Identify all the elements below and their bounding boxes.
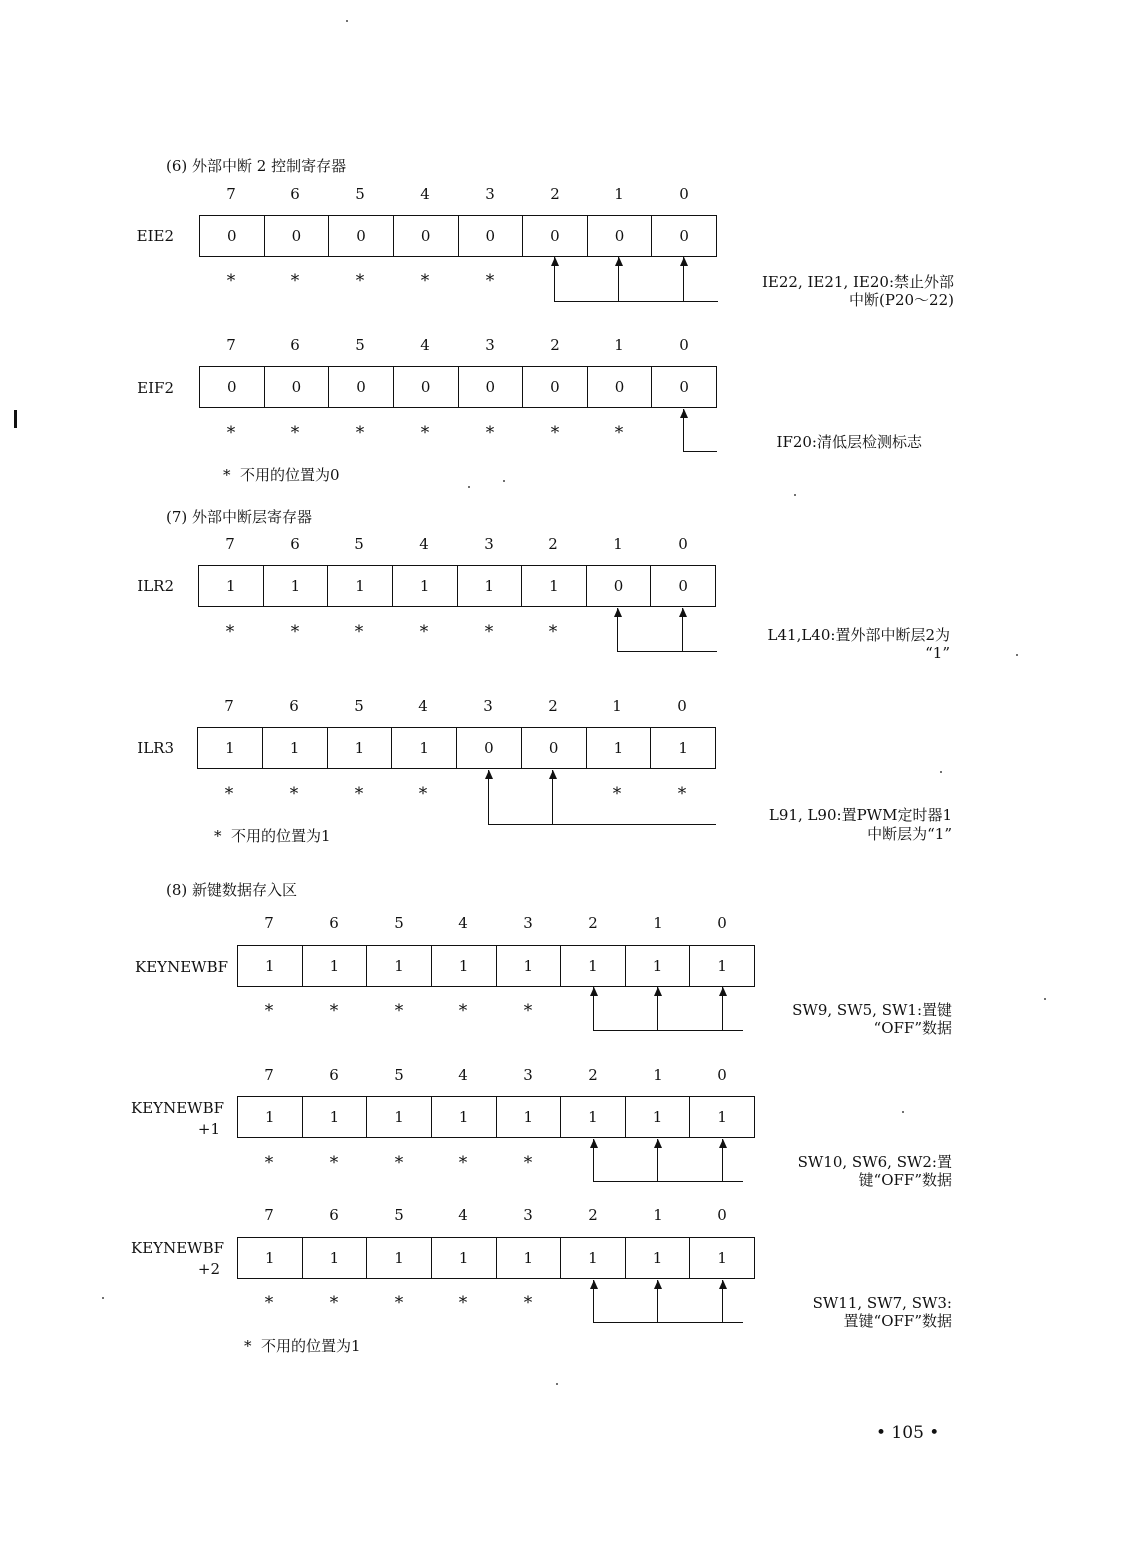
bit-number: 0 xyxy=(717,914,727,932)
bit-cell: 1 xyxy=(717,1108,727,1126)
section-7-heading: (7) 外部中断层寄存器 xyxy=(166,508,313,526)
bit-cell: 1 xyxy=(678,739,688,757)
unused-bit-star: * xyxy=(354,784,364,804)
bit-number: 4 xyxy=(418,697,428,715)
unused-bit-star: * xyxy=(420,423,430,443)
bit-number: 7 xyxy=(264,1066,274,1084)
bit-number: 2 xyxy=(588,914,598,932)
bit-number: 0 xyxy=(717,1066,727,1084)
bit-number: 6 xyxy=(329,914,339,932)
bit-cell: 0 xyxy=(679,227,689,245)
bit-cell: 1 xyxy=(432,1097,497,1137)
bit-number: 6 xyxy=(329,1066,339,1084)
bit-cell: 0 xyxy=(329,367,394,407)
bit-number: 4 xyxy=(420,185,430,203)
section-8-heading: (8) 新键数据存入区 xyxy=(166,881,298,899)
register-bit-cells xyxy=(237,1237,755,1279)
bit-number: 1 xyxy=(614,336,624,354)
pointer-line xyxy=(593,987,594,1031)
bit-number: 2 xyxy=(550,336,560,354)
bit-number: 7 xyxy=(226,185,236,203)
register-description: IE22, IE21, IE20:禁止外部 xyxy=(761,273,954,291)
unused-bit-star: * xyxy=(290,423,300,443)
register-label: ILR2 xyxy=(137,577,174,595)
bit-number: 2 xyxy=(588,1206,598,1224)
register-description: L91, L90:置PWM定时器1 xyxy=(768,806,952,824)
unused-bit-star: * xyxy=(289,784,299,804)
bit-cell: 0 xyxy=(394,367,459,407)
bit-cell: 0 xyxy=(678,577,688,595)
bit-number: 1 xyxy=(653,1206,663,1224)
unused-bit-star: * xyxy=(458,1293,468,1313)
bit-cell: 0 xyxy=(394,216,459,256)
note-star: * xyxy=(244,1337,252,1355)
pointer-line xyxy=(683,257,684,302)
bit-cell: 0 xyxy=(457,728,522,768)
bit-cell: 1 xyxy=(587,728,652,768)
register-bit-cells xyxy=(237,1096,755,1138)
bit-number: 5 xyxy=(394,914,404,932)
bit-number: 5 xyxy=(355,185,365,203)
bit-number: 5 xyxy=(394,1066,404,1084)
register-description: SW11, SW7, SW3: xyxy=(812,1294,952,1312)
bit-cell: 0 xyxy=(459,367,524,407)
unused-bit-star: * xyxy=(394,1293,404,1313)
scan-speck xyxy=(940,771,942,773)
bit-number: 6 xyxy=(290,185,300,203)
bit-number: 4 xyxy=(420,336,430,354)
pointer-line xyxy=(722,1139,723,1182)
bit-number: 0 xyxy=(679,336,689,354)
pointer-line xyxy=(657,987,658,1031)
bit-number: 7 xyxy=(264,1206,274,1224)
scan-speck xyxy=(794,494,796,496)
bit-cell: 1 xyxy=(367,946,432,986)
pointer-line xyxy=(552,770,553,825)
register-description: L41,L40:置外部中断层2为 xyxy=(767,626,950,644)
pointer-line xyxy=(488,770,489,825)
unused-bit-star: * xyxy=(394,1001,404,1021)
bit-cell: 1 xyxy=(458,566,523,606)
register-description: SW9, SW5, SW1:置键 xyxy=(792,1001,952,1019)
unused-bit-star: * xyxy=(614,423,624,443)
pointer-line xyxy=(618,257,619,302)
unused-bit-note xyxy=(244,1337,361,1355)
bit-cell: 1 xyxy=(198,728,263,768)
unused-bit-star: * xyxy=(458,1001,468,1021)
register-label-offset: +1 xyxy=(197,1120,220,1138)
bit-number: 1 xyxy=(653,914,663,932)
bit-cell: 1 xyxy=(626,1238,691,1278)
bit-number: 4 xyxy=(458,914,468,932)
register-label: KEYNEWBF xyxy=(135,958,228,976)
unused-bit-star: * xyxy=(548,622,558,642)
unused-bit-star: * xyxy=(329,1293,339,1313)
register-label: KEYNEWBF xyxy=(131,1239,224,1257)
bit-cell: 1 xyxy=(264,566,329,606)
unused-bit-star: * xyxy=(485,271,495,291)
bit-cell: 1 xyxy=(717,957,727,975)
unused-bit-star: * xyxy=(420,271,430,291)
bit-cell: 1 xyxy=(497,1097,562,1137)
register-label: ILR3 xyxy=(137,739,174,757)
scan-speck xyxy=(503,480,505,482)
bit-number: 7 xyxy=(226,336,236,354)
bit-cell: 1 xyxy=(432,946,497,986)
unused-bit-star: * xyxy=(224,784,234,804)
unused-bit-star: * xyxy=(485,423,495,443)
bit-number: 3 xyxy=(523,1206,533,1224)
bit-cell: 0 xyxy=(588,216,653,256)
bit-cell: 1 xyxy=(328,566,393,606)
unused-bit-star: * xyxy=(225,622,235,642)
register-label: KEYNEWBF xyxy=(131,1099,224,1117)
bit-cell: 0 xyxy=(587,566,652,606)
bit-cell: 1 xyxy=(717,1249,727,1267)
note-star: * xyxy=(223,466,231,484)
register-description: 中断(P20～22) xyxy=(849,291,954,309)
bit-cell: 0 xyxy=(523,367,588,407)
register-description: IF20:清低层检测标志 xyxy=(776,433,922,451)
bit-cell: 1 xyxy=(303,1238,368,1278)
pointer-line xyxy=(657,1280,658,1323)
unused-bit-star: * xyxy=(264,1293,274,1313)
bit-cell: 1 xyxy=(561,1097,626,1137)
bit-cell: 1 xyxy=(238,1097,303,1137)
pointer-line xyxy=(683,409,684,452)
note-text: 不用的位置为0 xyxy=(240,466,340,484)
pointer-line xyxy=(554,301,718,302)
scan-speck xyxy=(902,1111,904,1113)
bit-cell: 0 xyxy=(588,367,653,407)
bit-number: 3 xyxy=(523,914,533,932)
bit-cell: 1 xyxy=(263,728,328,768)
bit-cell: 1 xyxy=(367,1097,432,1137)
register-description: “OFF”数据 xyxy=(873,1019,952,1037)
bit-cell: 1 xyxy=(238,1238,303,1278)
pointer-line xyxy=(657,1139,658,1182)
unused-bit-star: * xyxy=(226,423,236,443)
bit-number: 1 xyxy=(613,535,623,553)
scan-speck xyxy=(102,1297,104,1299)
bit-number: 3 xyxy=(523,1066,533,1084)
bit-number: 3 xyxy=(485,185,495,203)
unused-bit-star: * xyxy=(394,1153,404,1173)
bit-number: 0 xyxy=(717,1206,727,1224)
bit-cell: 1 xyxy=(432,1238,497,1278)
bit-number: 2 xyxy=(588,1066,598,1084)
scan-speck xyxy=(468,486,470,488)
page-number: • 105 • xyxy=(876,1423,940,1443)
register-bit-cells xyxy=(237,945,755,987)
pointer-line xyxy=(683,451,717,452)
bit-cell: 0 xyxy=(200,367,265,407)
bit-number: 5 xyxy=(354,535,364,553)
unused-bit-star: * xyxy=(329,1001,339,1021)
bit-cell: 1 xyxy=(238,946,303,986)
bit-cell: 0 xyxy=(329,216,394,256)
pointer-line xyxy=(682,608,683,652)
bit-number: 0 xyxy=(677,697,687,715)
unused-bit-star: * xyxy=(264,1001,274,1021)
unused-bit-star: * xyxy=(355,271,365,291)
pointer-line xyxy=(593,1280,594,1323)
scan-speck xyxy=(1016,654,1018,656)
bit-cell: 0 xyxy=(200,216,265,256)
unused-bit-star: * xyxy=(418,784,428,804)
bit-number: 2 xyxy=(548,697,558,715)
register-description: 中断层为“1” xyxy=(867,825,952,843)
bit-number: 7 xyxy=(264,914,274,932)
bit-cell: 1 xyxy=(626,1097,691,1137)
pointer-line xyxy=(593,1181,743,1182)
bit-cell: 1 xyxy=(199,566,264,606)
note-star: * xyxy=(214,827,222,845)
bit-number: 6 xyxy=(290,336,300,354)
bit-number: 6 xyxy=(290,535,300,553)
scan-mark xyxy=(14,410,17,428)
bit-cell: 1 xyxy=(561,1238,626,1278)
bit-number: 6 xyxy=(329,1206,339,1224)
register-bit-cells xyxy=(197,727,716,769)
unused-bit-note xyxy=(223,466,340,484)
bit-cell: 1 xyxy=(626,946,691,986)
bit-cell: 1 xyxy=(328,728,393,768)
bit-cell: 1 xyxy=(392,728,457,768)
pointer-line xyxy=(593,1322,743,1323)
unused-bit-note xyxy=(214,827,331,845)
bit-cell: 1 xyxy=(393,566,458,606)
scan-speck xyxy=(1044,998,1046,1000)
bit-cell: 1 xyxy=(367,1238,432,1278)
bit-number: 1 xyxy=(614,185,624,203)
bit-cell: 0 xyxy=(265,367,330,407)
bit-number: 1 xyxy=(612,697,622,715)
scan-speck xyxy=(346,20,348,22)
bit-number: 3 xyxy=(483,697,493,715)
bit-number: 0 xyxy=(679,185,689,203)
pointer-line xyxy=(593,1139,594,1182)
unused-bit-star: * xyxy=(290,622,300,642)
bit-number: 1 xyxy=(653,1066,663,1084)
pointer-line xyxy=(593,1030,743,1031)
bit-number: 7 xyxy=(225,535,235,553)
scan-speck xyxy=(556,1383,558,1385)
bit-number: 3 xyxy=(485,336,495,354)
register-description: “1” xyxy=(925,644,950,662)
pointer-line xyxy=(554,257,555,302)
bit-cell: 0 xyxy=(265,216,330,256)
note-text: 不用的位置为1 xyxy=(231,827,331,845)
unused-bit-star: * xyxy=(523,1153,533,1173)
section-6-heading: (6) 外部中断 2 控制寄存器 xyxy=(166,157,347,175)
unused-bit-star: * xyxy=(226,271,236,291)
bit-number: 5 xyxy=(394,1206,404,1224)
pointer-line xyxy=(722,1280,723,1323)
bit-number: 7 xyxy=(224,697,234,715)
bit-cell: 0 xyxy=(523,216,588,256)
bit-number: 4 xyxy=(419,535,429,553)
unused-bit-star: * xyxy=(329,1153,339,1173)
bit-cell: 1 xyxy=(561,946,626,986)
bit-cell: 0 xyxy=(679,378,689,396)
unused-bit-star: * xyxy=(419,622,429,642)
register-description: 置键“OFF”数据 xyxy=(843,1312,952,1330)
note-text: 不用的位置为1 xyxy=(261,1337,361,1355)
pointer-line xyxy=(617,608,618,652)
bit-number: 5 xyxy=(354,697,364,715)
unused-bit-star: * xyxy=(458,1153,468,1173)
pointer-line xyxy=(722,987,723,1031)
register-label: EIF2 xyxy=(137,379,174,397)
bit-number: 3 xyxy=(484,535,494,553)
register-bit-cells xyxy=(199,366,717,408)
unused-bit-star: * xyxy=(484,622,494,642)
bit-cell: 1 xyxy=(497,1238,562,1278)
bit-cell: 1 xyxy=(303,1097,368,1137)
register-label: EIE2 xyxy=(136,227,174,245)
bit-cell: 0 xyxy=(459,216,524,256)
register-description: 键“OFF”数据 xyxy=(858,1171,952,1189)
unused-bit-star: * xyxy=(290,271,300,291)
register-bit-cells xyxy=(198,565,716,607)
bit-number: 2 xyxy=(550,185,560,203)
unused-bit-star: * xyxy=(355,423,365,443)
unused-bit-star: * xyxy=(264,1153,274,1173)
register-bit-cells xyxy=(199,215,717,257)
bit-number: 0 xyxy=(678,535,688,553)
bit-number: 2 xyxy=(548,535,558,553)
pointer-line xyxy=(488,824,716,825)
pointer-line xyxy=(617,651,717,652)
unused-bit-star: * xyxy=(523,1293,533,1313)
bit-number: 6 xyxy=(289,697,299,715)
register-description: SW10, SW6, SW2:置 xyxy=(797,1153,952,1171)
bit-cell: 0 xyxy=(522,728,587,768)
bit-cell: 1 xyxy=(522,566,587,606)
bit-number: 5 xyxy=(355,336,365,354)
unused-bit-star: * xyxy=(677,784,687,804)
bit-cell: 1 xyxy=(497,946,562,986)
unused-bit-star: * xyxy=(612,784,622,804)
register-label-offset: +2 xyxy=(197,1260,220,1278)
bit-cell: 1 xyxy=(303,946,368,986)
unused-bit-star: * xyxy=(523,1001,533,1021)
unused-bit-star: * xyxy=(550,423,560,443)
bit-number: 4 xyxy=(458,1206,468,1224)
unused-bit-star: * xyxy=(354,622,364,642)
bit-number: 4 xyxy=(458,1066,468,1084)
